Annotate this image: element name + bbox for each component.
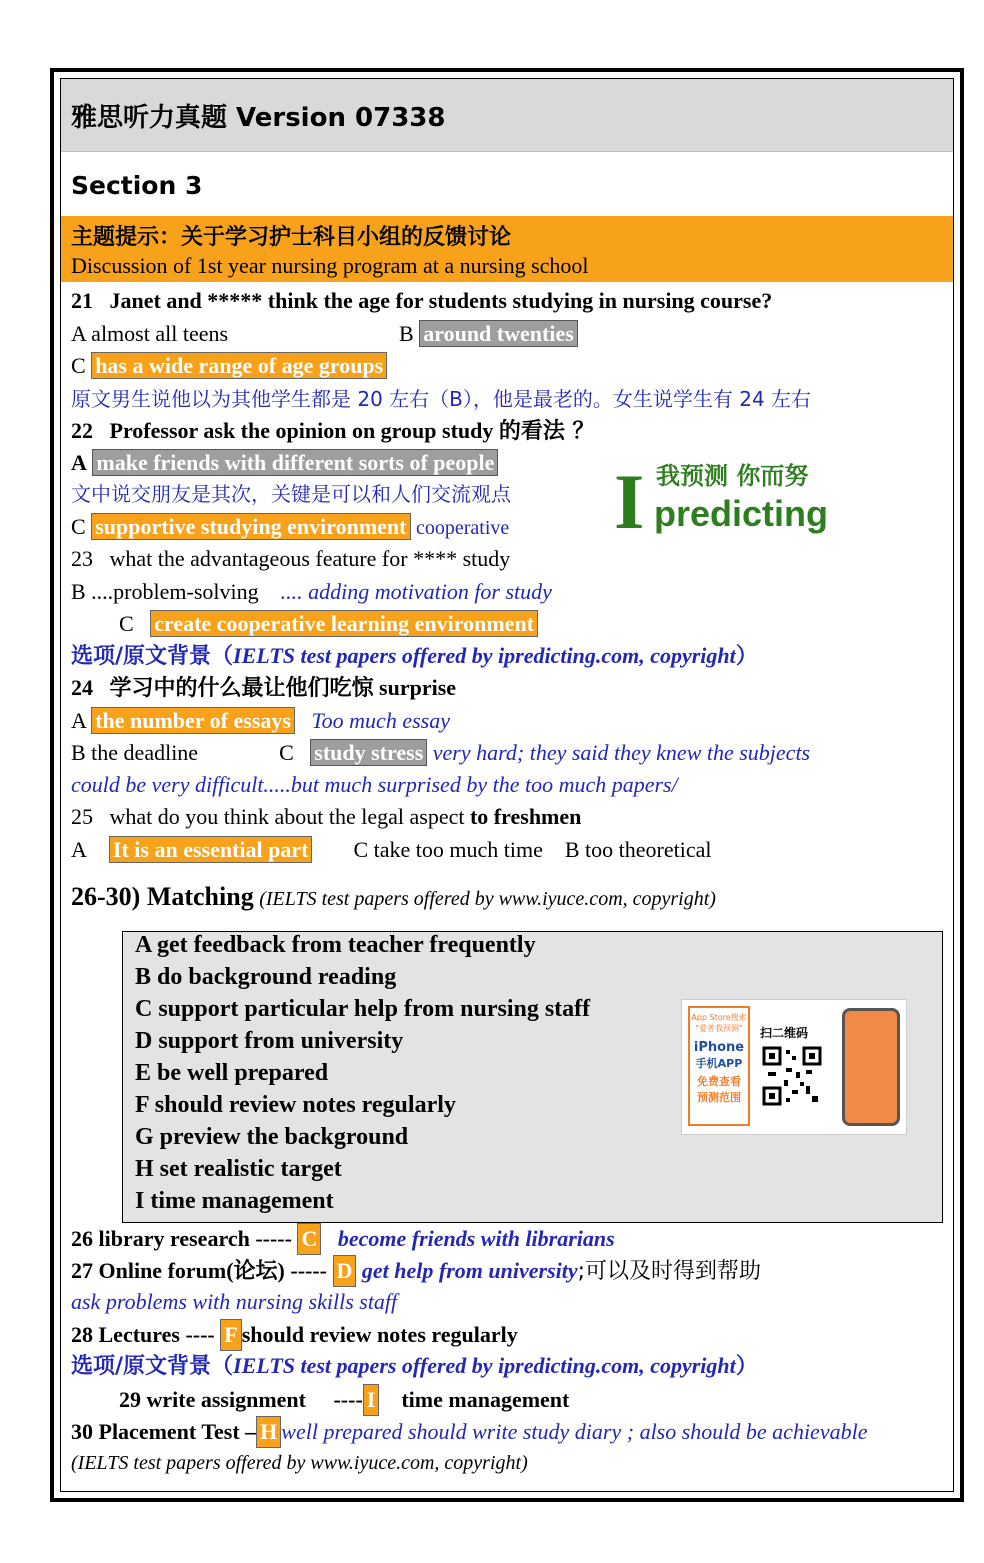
- q24-options-bc: B the deadline C study stress very hard; they said they knew the subjects: [71, 740, 811, 765]
- footer-source: (IELTS test papers offered by www.iyuce.com, copyright): [71, 1452, 528, 1474]
- matching-option-a: A get feedback from teacher frequently: [135, 932, 536, 958]
- q24-option-a-highlight: the number of essays: [91, 707, 295, 734]
- topic-banner: [61, 216, 953, 282]
- scan-qr-label: 扫二维码: [760, 1026, 809, 1040]
- answer-26-mark: C: [297, 1223, 321, 1255]
- q24-option-c-highlight: study stress: [310, 739, 427, 766]
- answer-27-mark: D: [333, 1255, 357, 1287]
- logo-graphic: [612, 454, 847, 534]
- q22-option-c: C supportive studying environment cooperative: [71, 514, 510, 539]
- q21-option-b-highlight: around twenties: [419, 320, 578, 347]
- answer-29: 29 write assignment ---- I time management: [119, 1384, 569, 1416]
- q25-line: 25 what do you think about the legal aspect to freshmen: [71, 804, 582, 829]
- matching-option-c: C support particular help from nursing staff: [135, 996, 591, 1022]
- source-line-1: 选项/原文背景（IELTS test papers offered by ipredicting.com, copyright）: [71, 643, 758, 669]
- q22-text: Professor ask the opinion on group study: [109, 418, 494, 443]
- answer-30-note: well prepared should write study diary ; also should be achievable: [281, 1419, 868, 1444]
- answer-29-note: time management: [401, 1387, 570, 1412]
- q21-line: 21 Janet and ***** think the age for students studying in nursing course?: [71, 288, 773, 313]
- matching-option-i: I time management: [135, 1188, 334, 1214]
- q23-option-c: C create cooperative learning environment: [119, 609, 538, 639]
- matching-option-b: B do background reading: [135, 964, 397, 990]
- answer-28: 28 Lectures ---- F should review notes regularly: [71, 1319, 518, 1351]
- q24-text-en: surprise: [379, 675, 457, 700]
- q24-option-a-note: Too much essay: [311, 708, 450, 733]
- q22-option-c-note: cooperative: [416, 517, 510, 539]
- q23-option-b-note: .... adding motivation for study: [280, 579, 552, 604]
- q22-note: 文中说交朋友是其次，关键是可以和人们交流观点: [71, 482, 511, 506]
- answer-28-note: should review notes regularly: [241, 1322, 518, 1347]
- page-frame: [50, 68, 964, 1502]
- q21-option-c: C has a wide range of age groups: [71, 351, 387, 381]
- title-bar: [61, 79, 953, 152]
- qr-code-icon[interactable]: [762, 1046, 822, 1106]
- phone-illustration-icon: [842, 1008, 900, 1126]
- matching-option-h: H set realistic target: [135, 1156, 342, 1182]
- q23-option-c-highlight: create cooperative learning environment: [150, 610, 538, 637]
- q21-note: 原文男生说他以为其他学生都是 20 左右（B），他是最老的。女生说学生有 24 左右: [71, 387, 812, 411]
- q24-option-b: B the deadline: [71, 740, 199, 765]
- q22-option-a: A make friends with different sorts of people: [71, 448, 498, 478]
- q22-line: 22 Professor ask the opinion on group study 的看法 ？: [71, 418, 595, 444]
- matching-source: (IELTS test papers offered by www.iyuce.com, copyright): [259, 888, 716, 910]
- q23-text: what the advantageous feature for **** study: [109, 546, 511, 571]
- q24-note-1: very hard; they said they knew the subjects: [432, 740, 811, 765]
- q21-option-a: A almost all teens: [71, 321, 229, 346]
- matching-heading: 26-30) Matching (IELTS test papers offered by www.iyuce.com, copyright): [71, 882, 716, 911]
- matching-option-g: G preview the background: [135, 1124, 409, 1150]
- matching-option-f: F should review notes regularly: [135, 1092, 456, 1118]
- app-ad-textbox: App Store搜索 "爱普我预测" iPhone 手机APP 免费查看 预测范围: [688, 1006, 750, 1126]
- q25-text: what do you think about the legal aspect: [109, 804, 465, 829]
- page-title: 雅思听力真题 Version 07338: [71, 103, 446, 133]
- answer-30-mark: H: [256, 1416, 281, 1448]
- q21-options-ab: A almost all teens B around twenties: [71, 319, 578, 349]
- matching-option-e: E be well prepared: [135, 1060, 329, 1086]
- logo-top-text: 我预测 你而努: [656, 462, 809, 490]
- q24-note-2: could be very difficult.....but much surprised by the too much papers/: [71, 772, 678, 797]
- topic-en: Discussion of 1st year nursing program at a nursing school: [71, 253, 589, 278]
- topic-cn: 主题提示：关于学习护士科目小组的反馈讨论: [71, 225, 512, 250]
- q25-option-b: B too theoretical: [564, 837, 712, 862]
- answer-26: 26 library research ----- C become friends with librarians: [71, 1223, 615, 1255]
- q24-text-cn: 学习中的什么最让他们吃惊: [109, 676, 374, 701]
- q23-line: 23 what the advantageous feature for **** study: [71, 546, 511, 571]
- section-heading: Section 3: [71, 171, 203, 200]
- logo-initial: I: [614, 458, 645, 534]
- answer-26-note: become friends with librarians: [337, 1226, 615, 1251]
- q25-option-c: C take too much time: [353, 837, 543, 862]
- matching-option-d: D support from university: [135, 1028, 404, 1054]
- logo-bottom-text: predicting: [654, 493, 829, 534]
- q21-text: Janet and ***** think the age for students studying in nursing course?: [109, 288, 773, 313]
- answer-30: 30 Placement Test – H well prepared should write study diary ; also should be achievable: [71, 1416, 867, 1448]
- answer-27: 27 Online forum(论坛) ----- D get help from university;可以及时得到帮助: [71, 1255, 761, 1287]
- answer-29-mark: I: [363, 1384, 380, 1416]
- q25-options: A It is an essential part C take too much time B too theoretical: [71, 837, 712, 862]
- app-advertisement: [681, 999, 907, 1135]
- q22-option-a-highlight: make friends with different sorts of people: [92, 449, 498, 476]
- page-inner: [60, 78, 954, 1492]
- q25-option-a-highlight: It is an essential part: [109, 836, 313, 863]
- answer-27-note: get help from university: [361, 1258, 578, 1283]
- q22-option-c-highlight: supportive studying environment: [91, 513, 410, 540]
- q21-option-c-highlight: has a wide range of age groups: [91, 352, 387, 379]
- ipredicting-logo: [612, 454, 847, 534]
- q24-option-a: A the number of essays Too much essay: [71, 708, 450, 733]
- q23-option-b: B ....problem-solving .... adding motivation for study: [71, 579, 552, 604]
- q24-line: 24 学习中的什么最让他们吃惊 surprise: [71, 675, 457, 701]
- answer-28-mark: F: [220, 1319, 241, 1351]
- answer-27-note-2: ask problems with nursing skills staff: [71, 1289, 398, 1314]
- source-line-2: 选项/原文背景（IELTS test papers offered by ipredicting.com, copyright）: [71, 1353, 758, 1379]
